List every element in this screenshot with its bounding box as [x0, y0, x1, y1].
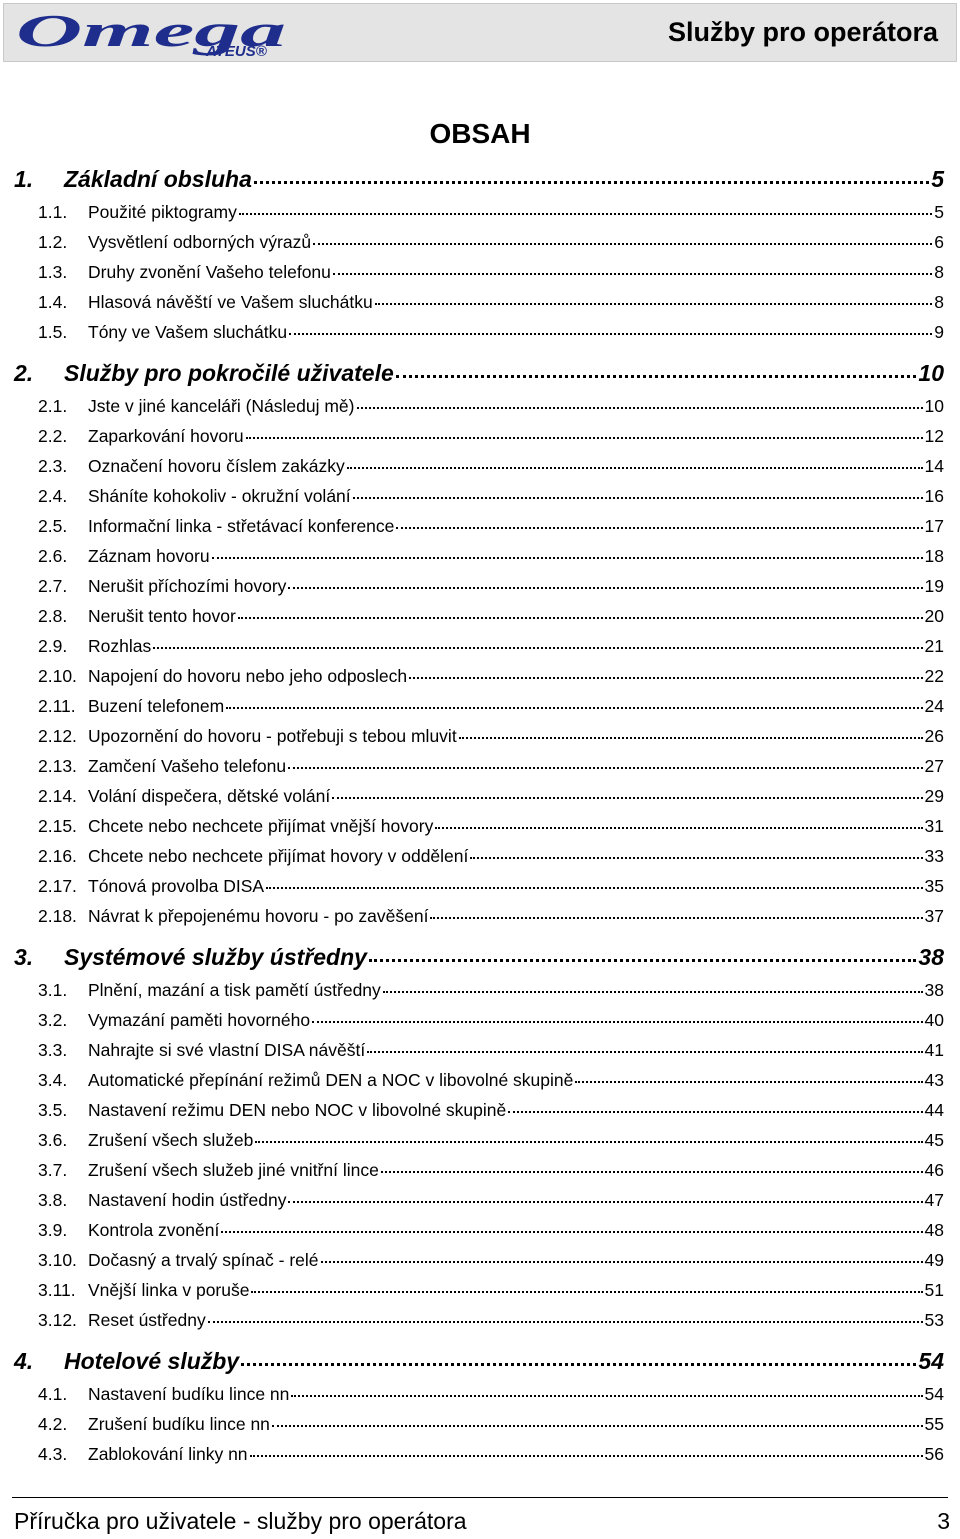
toc-entry-title: Automatické přepínání režimů DEN a NOC v libovolné skupině	[88, 1070, 574, 1090]
toc-entry-page: 38	[918, 944, 944, 970]
toc-entry-page: 47	[924, 1190, 944, 1210]
toc-section-entry[interactable]	[38, 486, 944, 507]
toc-section-entry[interactable]	[38, 262, 944, 283]
toc-entry-title: Nastavení režimu DEN nebo NOC v libovolné skupině	[88, 1100, 507, 1120]
toc-dot-leader	[238, 617, 923, 619]
omega-ateus-logo	[12, 6, 322, 60]
toc-entry-number: 2.13.	[38, 756, 77, 776]
toc-entry-number: 3.	[14, 944, 34, 970]
toc-section-entry[interactable]	[38, 696, 944, 717]
toc-dot-leader	[241, 1363, 916, 1366]
toc-section-entry[interactable]	[38, 876, 944, 897]
toc-entry-title: Chcete nebo nechcete přijímat hovory v oddělení	[88, 846, 469, 866]
logo-subtext: ATEUS®	[206, 43, 267, 60]
toc-section-entry[interactable]	[38, 1384, 944, 1405]
toc-entry-page: 26	[924, 726, 944, 746]
toc-entry-page: 44	[924, 1100, 944, 1120]
toc-entry-title: Zablokování linky nn	[88, 1444, 248, 1464]
toc-dot-leader	[508, 1111, 922, 1113]
toc-entry-number: 2.9.	[38, 636, 68, 656]
footer-divider	[12, 1497, 948, 1498]
toc-dot-leader	[369, 959, 916, 962]
toc-entry-page: 56	[924, 1444, 944, 1464]
toc-entry-number: 3.4.	[38, 1070, 68, 1090]
toc-entry-number: 3.7.	[38, 1160, 68, 1180]
toc-entry-title: Návrat k přepojenému hovoru - po zavěšení	[88, 906, 429, 926]
toc-section-entry[interactable]	[38, 1310, 944, 1331]
toc-entry-title: Hotelové služby	[64, 1348, 240, 1374]
toc-dot-leader	[353, 497, 923, 499]
toc-chapter-entry[interactable]	[14, 166, 944, 193]
toc-section-entry[interactable]	[38, 606, 944, 627]
toc-entry-number: 4.2.	[38, 1414, 68, 1434]
toc-entry-title: Jste v jiné kanceláři (Následuj mě)	[88, 396, 355, 416]
toc-entry-number: 2.18.	[38, 906, 77, 926]
toc-section-entry[interactable]	[38, 666, 944, 687]
toc-entry-number: 2.6.	[38, 546, 68, 566]
toc-entry-title: Zrušení budíku lince nn	[88, 1414, 270, 1434]
toc-entry-page: 19	[924, 576, 944, 596]
toc-entry-title: Nahrajte si své vlastní DISA návěští	[88, 1040, 366, 1060]
toc-entry-number: 2.10.	[38, 666, 77, 686]
toc-entry-page: 5	[931, 166, 944, 192]
toc-section-entry[interactable]	[38, 232, 944, 253]
toc-section-entry[interactable]	[38, 756, 944, 777]
logo-wordmark: Omega	[16, 6, 286, 56]
toc-entry-page: 10	[924, 396, 944, 416]
toc-entry-number: 3.11.	[38, 1280, 76, 1300]
toc-entry-title: Informační linka - střetávací konference	[88, 516, 395, 536]
toc-dot-leader	[246, 437, 923, 439]
toc-entry-number: 4.3.	[38, 1444, 68, 1464]
toc-entry-title: Zrušení všech služeb	[88, 1130, 254, 1150]
toc-entry-number: 2.5.	[38, 516, 68, 536]
toc-entry-page: 54	[924, 1384, 944, 1404]
header-title: Služby pro operátora	[667, 17, 938, 47]
toc-dot-leader	[430, 917, 922, 919]
toc-dot-leader	[239, 213, 932, 215]
toc-dot-leader	[313, 243, 932, 245]
toc-entry-number: 2.3.	[38, 456, 68, 476]
toc-entry-page: 5	[934, 202, 944, 222]
toc-entry-title: Tónová provolba DISA	[88, 876, 265, 896]
toc-dot-leader	[251, 1291, 922, 1293]
toc-entry-page: 38	[924, 980, 944, 1000]
toc-section-entry[interactable]	[38, 1220, 944, 1241]
toc-entry-page: 40	[924, 1010, 944, 1030]
toc-section-entry[interactable]	[38, 1130, 944, 1151]
toc-entry-number: 3.12.	[38, 1310, 77, 1330]
toc-entry-number: 3.3.	[38, 1040, 68, 1060]
toc-entry-title: Nerušit tento hovor	[88, 606, 236, 626]
toc-entry-title: Druhy zvonění Vašeho telefonu	[88, 262, 331, 282]
toc-entry-number: 1.	[14, 166, 34, 192]
toc-dot-leader	[272, 1425, 923, 1427]
toc-section-entry[interactable]	[38, 322, 944, 343]
toc-entry-number: 3.1.	[38, 980, 68, 1000]
toc-dot-leader	[289, 333, 932, 335]
toc-entry-page: 51	[924, 1280, 944, 1300]
toc-entry-page: 35	[924, 876, 944, 896]
toc-dot-leader	[332, 797, 922, 799]
toc-section-entry[interactable]	[38, 1100, 944, 1121]
toc-dot-leader	[255, 1141, 922, 1143]
toc-chapter-entry[interactable]	[14, 360, 944, 387]
toc-entry-number: 2.1.	[38, 396, 68, 416]
toc-entry-number: 3.9.	[38, 1220, 68, 1240]
toc-section-entry[interactable]	[38, 786, 944, 807]
toc-entry-page: 48	[924, 1220, 944, 1240]
toc-section-entry[interactable]	[38, 1414, 944, 1435]
toc-entry-page: 33	[924, 846, 944, 866]
toc-entry-page: 21	[924, 636, 944, 656]
toc-entry-number: 4.1.	[38, 1384, 68, 1404]
toc-entry-page: 46	[924, 1160, 944, 1180]
toc-entry-title: Zrušení všech služeb jiné vnitřní lince	[88, 1160, 379, 1180]
toc-entry-title: Rozhlas	[88, 636, 152, 656]
toc-section-entry[interactable]	[38, 636, 944, 657]
toc-dot-leader	[153, 647, 922, 649]
toc-dot-leader	[288, 767, 922, 769]
toc-dot-leader	[383, 991, 923, 993]
toc-entry-number: 2.15.	[38, 816, 77, 836]
toc-entry-title: Služby pro pokročilé uživatele	[64, 360, 394, 386]
toc-section-entry[interactable]	[38, 456, 944, 477]
toc-entry-number: 1.5.	[38, 322, 68, 342]
toc-entry-title: Nastavení budíku lince nn	[88, 1384, 290, 1404]
toc-dot-leader	[333, 273, 932, 275]
footer-page-number: 3	[937, 1508, 950, 1534]
toc-section-entry[interactable]	[38, 1010, 944, 1031]
toc-entry-number: 2.4.	[38, 486, 68, 506]
toc-entry-number: 2.11.	[38, 696, 76, 716]
toc-entry-page: 45	[924, 1130, 944, 1150]
toc-entry-number: 1.3.	[38, 262, 68, 282]
toc-entry-page: 10	[918, 360, 944, 386]
toc-entry-number: 2.17.	[38, 876, 77, 896]
toc-entry-number: 1.2.	[38, 232, 68, 252]
toc-entry-page: 41	[924, 1040, 944, 1060]
toc-dot-leader	[288, 587, 922, 589]
toc-entry-title: Napojení do hovoru nebo jeho odposlech	[88, 666, 408, 686]
toc-entry-number: 2.2.	[38, 426, 68, 446]
toc-dot-leader	[381, 1171, 923, 1173]
toc-entry-title: Vymazání paměti hovorného	[88, 1010, 311, 1030]
toc-entry-number: 4.	[14, 1348, 34, 1374]
toc-dot-leader	[470, 857, 922, 859]
toc-entry-title: Reset ústředny	[88, 1310, 206, 1330]
toc-entry-title: Označení hovoru číslem zakázky	[88, 456, 345, 476]
toc-entry-title: Plnění, mazání a tisk pamětí ústředny	[88, 980, 381, 1000]
toc-dot-leader	[266, 887, 922, 889]
toc-dot-leader	[212, 557, 923, 559]
toc-section-entry[interactable]	[38, 1070, 944, 1091]
toc-entry-title: Chcete nebo nechcete přijímat vnější hovory	[88, 816, 434, 836]
toc-entry-page: 24	[924, 696, 944, 716]
toc-entry-title: Nerušit příchozími hovory	[88, 576, 287, 596]
toc-entry-page: 29	[924, 786, 944, 806]
toc-entry-page: 17	[924, 516, 944, 536]
toc-entry-page: 9	[934, 322, 944, 342]
toc-entry-title: Záznam hovoru	[88, 546, 210, 566]
toc-entry-number: 3.5.	[38, 1100, 68, 1120]
toc-entry-number: 2.12.	[38, 726, 77, 746]
toc-section-entry[interactable]	[38, 426, 944, 447]
toc-section-entry[interactable]	[38, 980, 944, 1001]
toc-dot-leader	[396, 527, 922, 529]
toc-section-entry[interactable]	[38, 1444, 944, 1465]
toc-entry-title: Použité piktogramy	[88, 202, 237, 222]
toc-dot-leader	[312, 1021, 922, 1023]
toc-dot-leader	[250, 1455, 923, 1457]
toc-entry-title: Buzení telefonem	[88, 696, 225, 716]
toc-entry-title: Vnější linka v poruše	[88, 1280, 250, 1300]
toc-entry-number: 1.4.	[38, 292, 68, 312]
toc-entry-number: 2.8.	[38, 606, 68, 626]
toc-entry-page: 31	[924, 816, 944, 836]
toc-entry-title: Základní obsluha	[64, 166, 252, 192]
toc-entry-page: 18	[924, 546, 944, 566]
toc-entry-title: Upozornění do hovoru - potřebuji s tebou mluvit	[88, 726, 457, 746]
toc-section-entry[interactable]	[38, 906, 944, 927]
toc-section-entry[interactable]	[38, 816, 944, 837]
toc-dot-leader	[435, 827, 922, 829]
toc-section-entry[interactable]	[38, 292, 944, 313]
toc-entry-page: 54	[918, 1348, 944, 1374]
toc-dot-leader	[409, 677, 922, 679]
toc-entry-title: Kontrola zvonění	[88, 1220, 220, 1240]
toc-dot-leader	[321, 1261, 923, 1263]
toc-entry-number: 2.14.	[38, 786, 77, 806]
toc-entry-page: 8	[934, 292, 944, 312]
toc-entry-page: 37	[924, 906, 944, 926]
toc-dot-leader	[396, 375, 917, 378]
toc-entry-page: 12	[924, 426, 944, 446]
toc-section-entry[interactable]	[38, 726, 944, 747]
toc-dot-leader	[208, 1321, 923, 1323]
toc-dot-leader	[288, 1201, 922, 1203]
toc-section-entry[interactable]	[38, 1250, 944, 1271]
toc-entry-title: Volání dispečera, dětské volání	[88, 786, 331, 806]
toc-entry-page: 8	[934, 262, 944, 282]
toc-entry-number: 2.7.	[38, 576, 68, 596]
toc-dot-leader	[221, 1231, 922, 1233]
toc-entry-page: 16	[924, 486, 944, 506]
toc-entry-title: Dočasný a trvalý spínač - relé	[88, 1250, 319, 1270]
toc-entry-number: 3.8.	[38, 1190, 68, 1210]
toc-chapter-entry[interactable]	[14, 1348, 944, 1375]
toc-entry-page: 55	[924, 1414, 944, 1434]
toc-entry-number: 2.16.	[38, 846, 77, 866]
toc-section-entry[interactable]	[38, 1160, 944, 1181]
toc-dot-leader	[375, 303, 933, 305]
toc-entry-title: Nastavení hodin ústředny	[88, 1190, 287, 1210]
toc-dot-leader	[291, 1395, 922, 1397]
toc-dot-leader	[347, 467, 923, 469]
toc-entry-title: Hlasová návěští ve Vašem sluchátku	[88, 292, 373, 312]
toc-entry-title: Zaparkování hovoru	[88, 426, 244, 446]
toc-entry-page: 49	[924, 1250, 944, 1270]
toc-entry-page: 14	[924, 456, 944, 476]
toc-dot-leader	[254, 181, 929, 184]
toc-entry-page: 22	[924, 666, 944, 686]
toc-entry-title: Sháníte kohokoliv - okružní volání	[88, 486, 351, 506]
toc-entry-title: Tóny ve Vašem sluchátku	[88, 322, 288, 342]
toc-chapter-entry[interactable]	[14, 944, 944, 971]
toc-entry-title: Vysvětlení odborných výrazů	[88, 232, 312, 252]
toc-section-entry[interactable]	[38, 516, 944, 537]
toc-entry-title: Zamčení Vašeho telefonu	[88, 756, 287, 776]
toc-section-entry[interactable]	[38, 1040, 944, 1061]
footer-text: Příručka pro uživatele - služby pro operátora	[14, 1508, 467, 1534]
toc-section-entry[interactable]	[38, 1190, 944, 1211]
toc-entry-number: 2.	[14, 360, 34, 386]
toc-heading: OBSAH	[429, 118, 531, 149]
toc-section-entry[interactable]	[38, 546, 944, 567]
toc-dot-leader	[459, 737, 923, 739]
page-header	[3, 3, 957, 62]
toc-section-entry[interactable]	[38, 396, 944, 417]
toc-dot-leader	[367, 1051, 922, 1053]
toc-section-entry[interactable]	[38, 202, 944, 223]
toc-dot-leader	[226, 707, 922, 709]
toc-entry-page: 43	[924, 1070, 944, 1090]
toc-entry-number: 3.6.	[38, 1130, 68, 1150]
toc-entry-page: 6	[934, 232, 944, 252]
toc-entry-page: 20	[924, 606, 944, 626]
toc-entry-page: 27	[924, 756, 944, 776]
toc-entry-number: 3.10.	[38, 1250, 77, 1270]
toc-entry-title: Systémové služby ústředny	[64, 944, 367, 970]
toc-section-entry[interactable]	[38, 1280, 944, 1301]
toc-entry-number: 1.1.	[38, 202, 68, 222]
toc-entry-number: 3.2.	[38, 1010, 68, 1030]
toc-section-entry[interactable]	[38, 576, 944, 597]
toc-section-entry[interactable]	[38, 846, 944, 867]
toc-dot-leader	[575, 1081, 922, 1083]
toc-entry-page: 53	[924, 1310, 944, 1330]
toc-dot-leader	[357, 407, 923, 409]
